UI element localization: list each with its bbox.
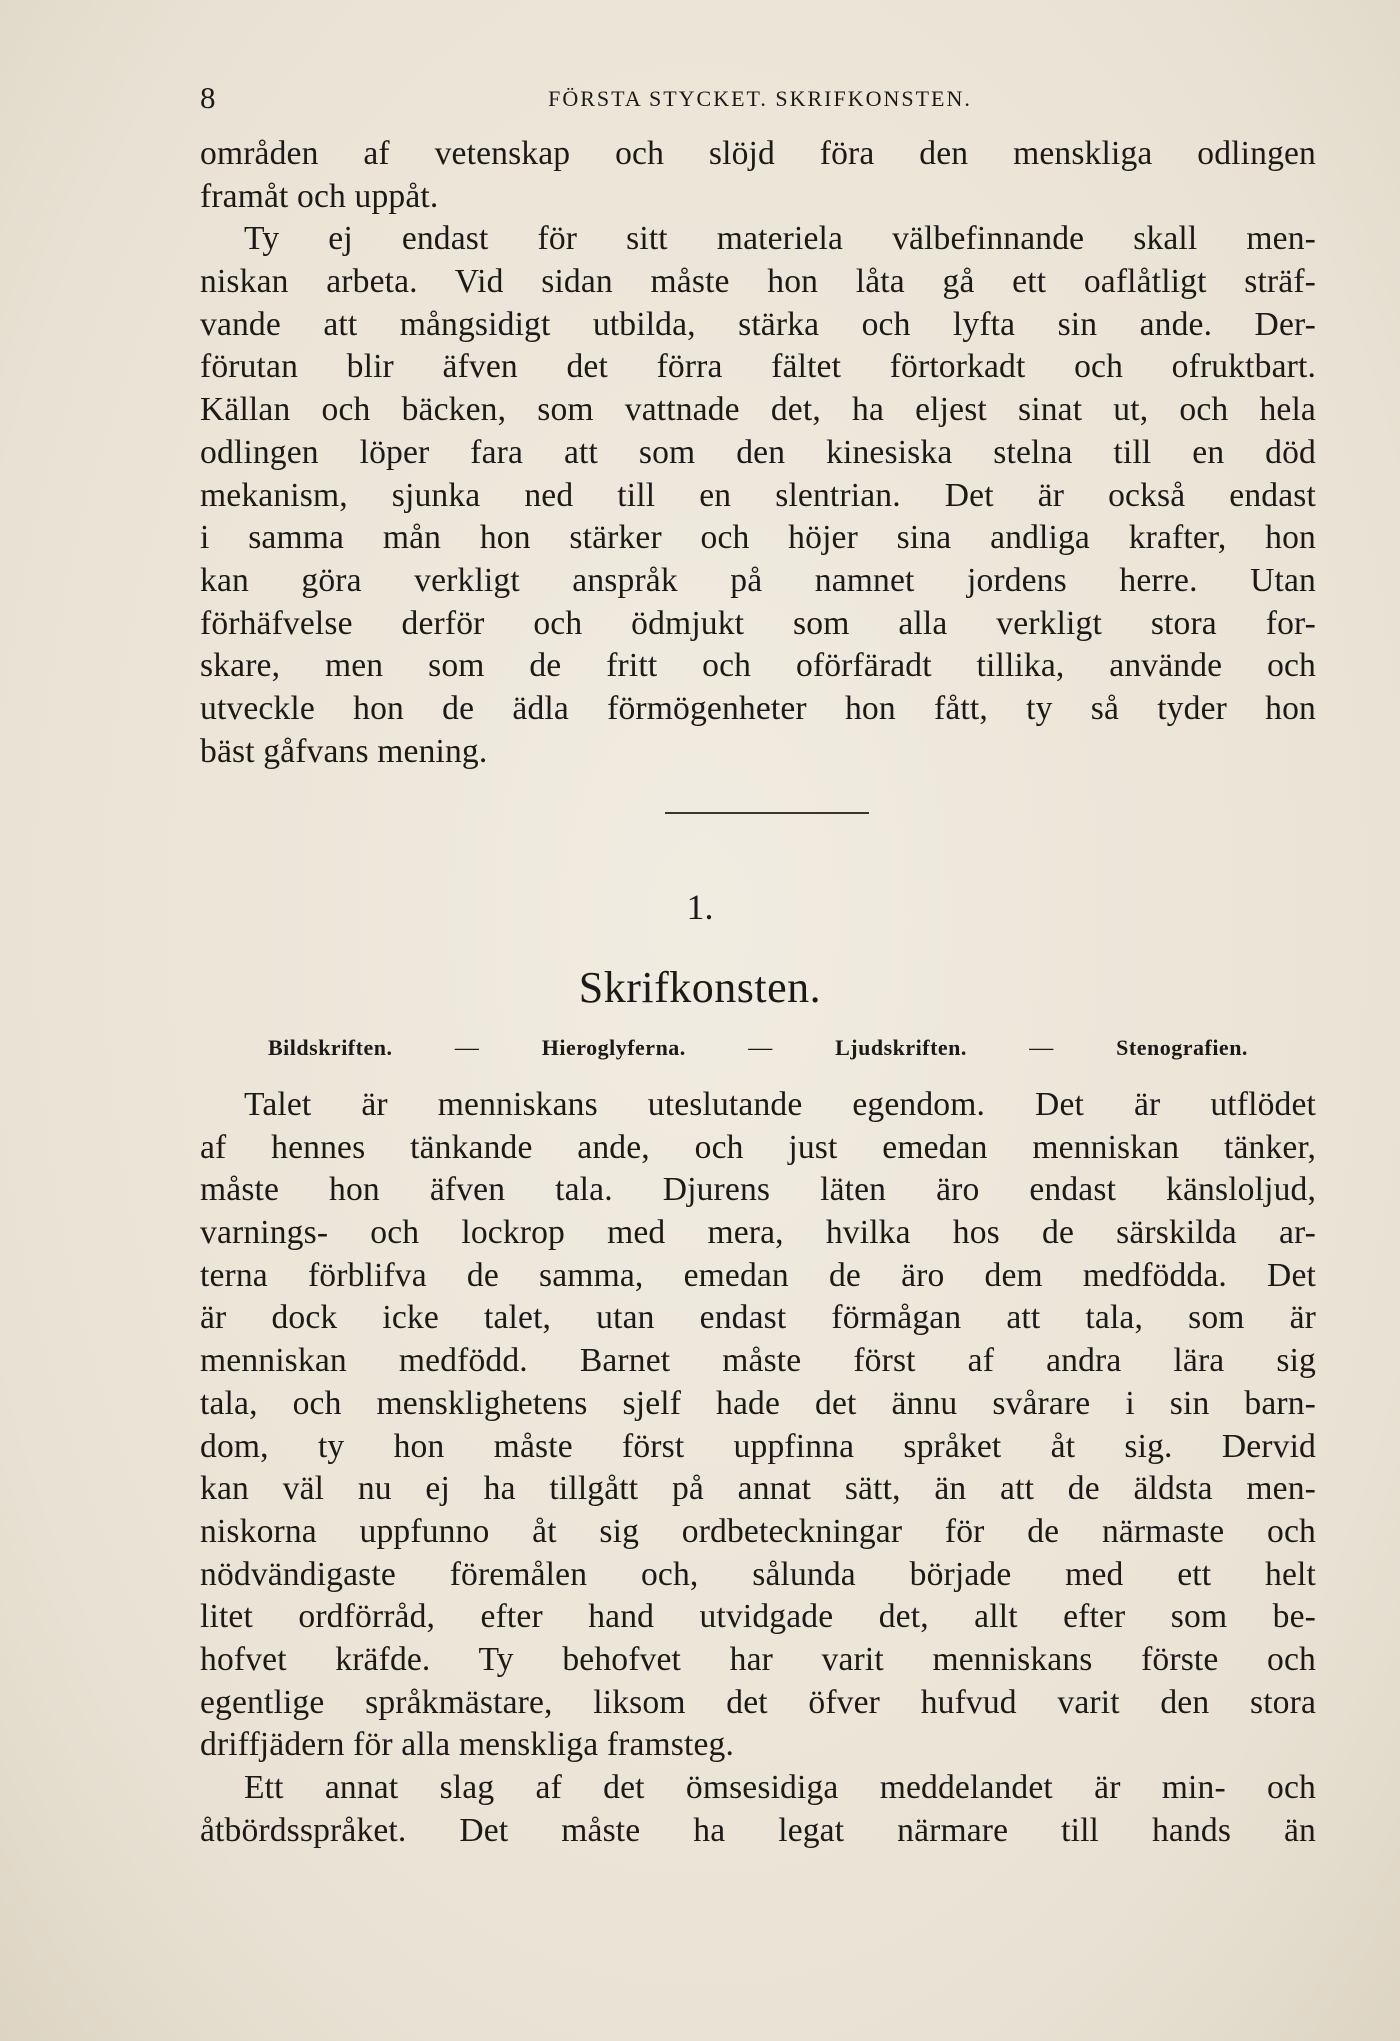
text-line: förutan blir äfven det förra fältet förtorkadt och ofruktbart. bbox=[200, 348, 1316, 386]
section-title: Skrifkonsten. bbox=[578, 963, 822, 1012]
text-line: odlingen löper fara att som den kinesiska stelna till en död bbox=[200, 433, 1316, 471]
text-line: kan väl nu ej ha tillgått på annat sätt, än att de äldsta men- bbox=[200, 1470, 1316, 1508]
running-head bbox=[200, 80, 1320, 116]
text-line: utveckle hon de ädla förmögenheter hon fått, ty så tyder hon bbox=[200, 689, 1316, 727]
text-line: vande att mångsidigt utbilda, stärka och lyfta sin ande. Der- bbox=[200, 305, 1316, 343]
text-line: niskan arbeta. Vid sidan måste hon låta gå ett oaflåtligt sträf- bbox=[200, 263, 1316, 301]
text-line: menniskan medfödd. Barnet måste först af andra lära sig bbox=[200, 1342, 1316, 1380]
section-divider bbox=[665, 812, 869, 814]
text-line: dom, ty hon måste först uppfinna språket åt sig. Dervid bbox=[200, 1427, 1316, 1465]
text-line: bäst gåfvans mening. bbox=[200, 732, 488, 770]
text-line: niskorna uppfunno åt sig ordbeteckningar för de närmaste och bbox=[200, 1512, 1316, 1550]
subhead-item: Stenografien. bbox=[1116, 1035, 1248, 1060]
subhead-item: Bildskriften. bbox=[268, 1035, 393, 1060]
text-line: nödvändigaste föremålen och, sålunda började med ett helt bbox=[200, 1555, 1316, 1593]
section-number: 1. bbox=[686, 887, 714, 927]
text-line: områden af vetenskap och slöjd föra den menskliga odlingen bbox=[200, 135, 1316, 172]
text-line: tala, och mensklighetens sjelf hade det ännu svårare i sin barn- bbox=[200, 1384, 1316, 1422]
text-line: är dock icke talet, utan endast förmågan att tala, som är bbox=[200, 1299, 1316, 1337]
text-line: mekanism, sjunka ned till en slentrian. Det är också endast bbox=[200, 476, 1316, 514]
subhead-dash: — bbox=[454, 1034, 480, 1061]
text-line: varnings- och lockrop med mera, hvilka hos de särskilda ar- bbox=[200, 1214, 1316, 1252]
running-title: FÖRSTA STYCKET. SKRIFKONSTEN. bbox=[548, 86, 972, 111]
text-line: skare, men som de fritt och oförfäradt tillika, använde och bbox=[200, 647, 1316, 685]
text-line: hofvet kräfde. Ty behofvet har varit menniskans förste och bbox=[200, 1640, 1316, 1678]
subhead-dash: — bbox=[1029, 1034, 1054, 1061]
text-line: Ty ej endast för sitt materiela välbefinnande skall men- bbox=[244, 220, 1316, 258]
body-paragraphs bbox=[200, 1084, 1316, 1852]
text-line: driffjädern för alla menskliga framsteg. bbox=[200, 1726, 735, 1764]
text-line: af hennes tänkande ande, och just emedan menniskan tänker, bbox=[200, 1128, 1316, 1166]
subhead-item: Hieroglyferna. bbox=[541, 1035, 686, 1060]
intro-paragraphs bbox=[200, 133, 1316, 773]
text-line: litet ordförråd, efter hand utvidgade det, allt efter som be- bbox=[200, 1598, 1316, 1636]
text-line: Källan och bäcken, som vattnade det, ha eljest sinat ut, och hela bbox=[200, 391, 1316, 429]
subhead-item: Ljudskriften. bbox=[835, 1035, 967, 1060]
subhead-dash: — bbox=[748, 1034, 773, 1061]
text-line: måste hon äfven tala. Djurens läten äro endast känsloljud, bbox=[200, 1171, 1316, 1209]
text-line: i samma mån hon stärker och höjer sina andliga krafter, hon bbox=[200, 519, 1316, 557]
text-line: framåt och uppåt. bbox=[200, 177, 439, 215]
text-line: åtbördsspråket. Det måste ha legat närmare till hands än bbox=[200, 1811, 1316, 1849]
text-line: Ett annat slag af det ömsesidiga meddelandet är min- och bbox=[244, 1769, 1316, 1806]
text-line: egentlige språkmästare, liksom det öfver hufvud varit den stora bbox=[200, 1683, 1316, 1721]
text-line: terna förblifva de samma, emedan de äro dem medfödda. Det bbox=[200, 1256, 1316, 1294]
section-subheads bbox=[268, 1030, 1248, 1066]
text-line: kan göra verkligt anspråk på namnet jordens herre. Utan bbox=[200, 561, 1316, 599]
page-number: 8 bbox=[200, 80, 216, 115]
text-line: förhäfvelse derför och ödmjukt som alla verkligt stora for- bbox=[200, 604, 1316, 642]
text-line: Talet är menniskans uteslutande egendom. Det är utflödet bbox=[244, 1086, 1316, 1123]
